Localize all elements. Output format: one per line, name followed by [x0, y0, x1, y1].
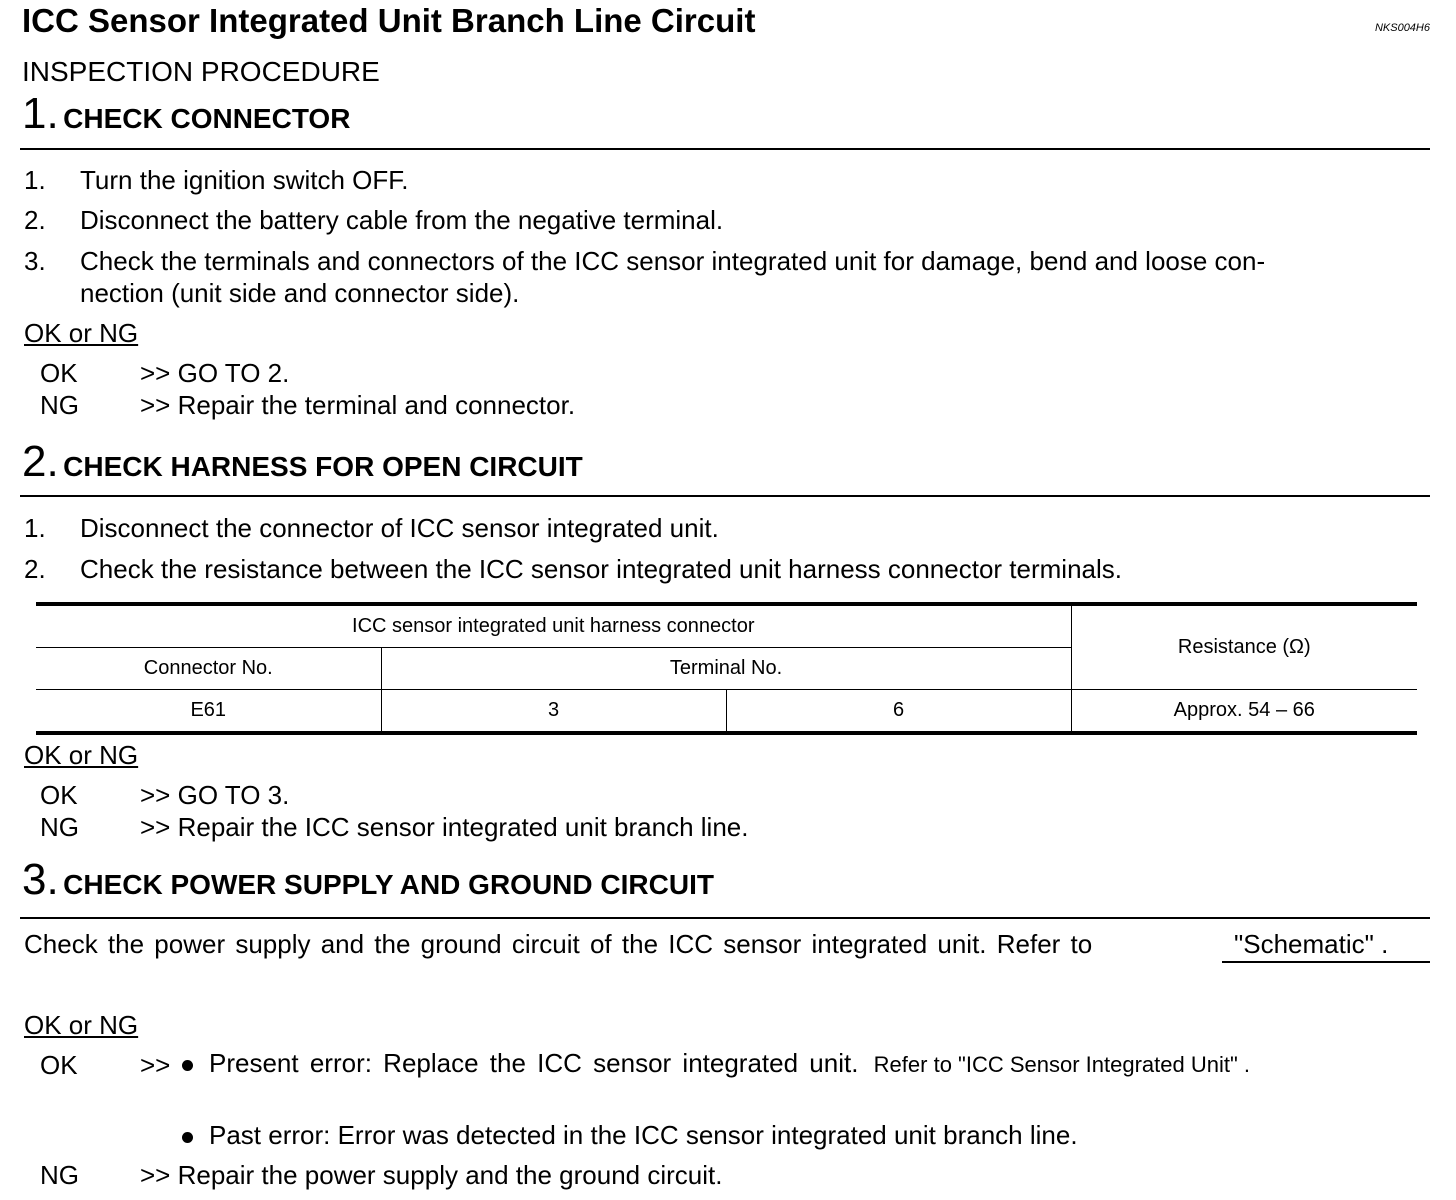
step-1-title: CHECK CONNECTOR — [63, 103, 351, 134]
table-terminal-header: Terminal No. — [381, 648, 1071, 690]
section-subtitle: INSPECTION PROCEDURE — [22, 56, 380, 87]
ok-bullet-past-error: Past error: Error was detected in the ICC sensor integrated unit branch line. — [182, 1120, 1078, 1151]
ok-bullet-present-error: Present error: Replace the ICC sensor integrated unit. Refer to "ICC Sensor Integrated Unit" . — [182, 1048, 1250, 1079]
ok-or-ng-label: OK or NG — [24, 740, 139, 770]
table-cell-terminal-b: 6 — [726, 690, 1071, 734]
step-1-header — [22, 89, 351, 138]
table-connector-header: Connector No. — [36, 648, 381, 690]
resistance-table — [36, 602, 1417, 735]
table-cell-terminal-a: 3 — [381, 690, 726, 734]
document-code: NKS004H6 — [1374, 22, 1430, 34]
step-3-body: Check the power supply and the ground circuit of the ICC sensor integrated unit. Refer to — [24, 929, 1093, 959]
page-title: ICC Sensor Integrated Unit Branch Line Circuit — [22, 2, 756, 39]
list-item-continuation: nection (unit side and connector side). — [80, 278, 520, 308]
ok-or-ng-label: OK or NG — [24, 318, 139, 348]
bullet-icon — [182, 1060, 193, 1071]
table-cell-resistance: Approx. 54 – 66 — [1071, 690, 1417, 734]
reference-link[interactable]: Refer to "ICC Sensor Integrated Unit" . — [873, 1052, 1251, 1077]
step-3-title: CHECK POWER SUPPLY AND GROUND CIRCUIT — [63, 869, 714, 900]
table-row — [36, 690, 1417, 734]
divider — [20, 495, 1430, 497]
step-2-header — [22, 437, 583, 486]
table-cell-connector: E61 — [36, 690, 381, 734]
step-1-number: 1. — [22, 89, 59, 138]
divider — [20, 148, 1430, 150]
table-group-header: ICC sensor integrated unit harness connector — [36, 604, 1071, 648]
step-2-number: 2. — [22, 437, 59, 486]
bullet-icon — [182, 1132, 193, 1143]
step-2-title: CHECK HARNESS FOR OPEN CIRCUIT — [63, 451, 583, 482]
step-3-header — [22, 855, 714, 904]
divider — [20, 917, 1430, 919]
schematic-link[interactable]: "Schematic" . — [1222, 929, 1430, 963]
table-resistance-header: Resistance (Ω) — [1071, 604, 1417, 690]
step-3-number: 3. — [22, 855, 59, 904]
ok-or-ng-label: OK or NG — [24, 1010, 139, 1040]
